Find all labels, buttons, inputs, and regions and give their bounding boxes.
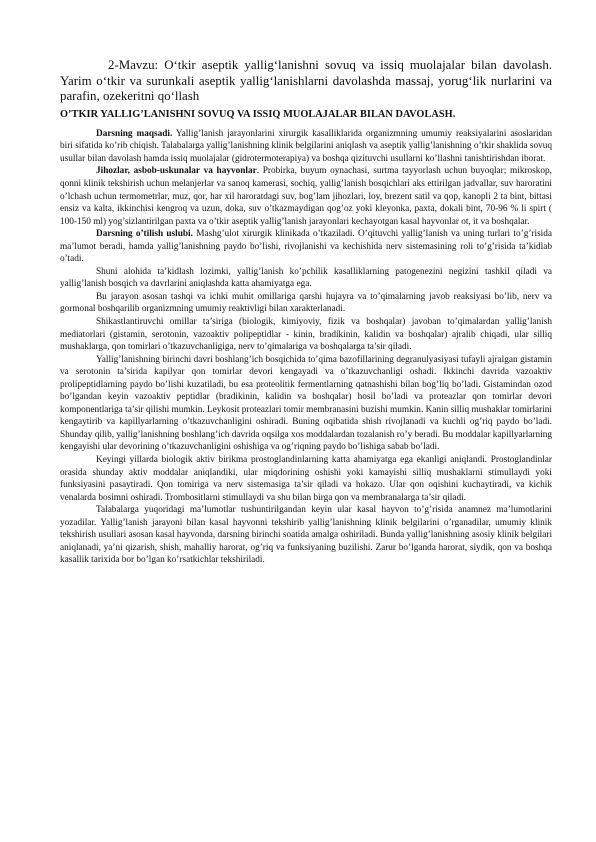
paragraph (60, 504, 552, 567)
paragraph (60, 454, 552, 504)
paragraph-method (60, 228, 552, 266)
paragraph-text: . Probirka, buyum oynachasi, surtma tayyorlash uchun buyoqlar; mikroskop, qonni klinik tekshirish uchun melanjerlar va sanoq kamerasi, sochiq, yallig’lanish bosqichlari aks ettirilgan jadvallar, suv haroratini o’lchash uchun termometrlar, muz, qor, har xil haroratdagi suv, bog’lam jihozlari, loy, brezent satil va qop, kanopli 2 ta bint, bittasi ensiz va kalta, ikkinchisi kengroq va uzun, doka, suv o’tkazmaydigan qog’oz yoki kleyonka, paxta, dokali bint, 70-96 % li spirt ( 100-150 ml) yog’sizlantirilgan paxta va o’tkir aseptik yallig’lanish jarayonlari kechayotgan kasal hayvonlar ot, it va boshqalar. (60, 166, 552, 227)
paragraph (60, 316, 552, 354)
topic-title: 2-Mavzu: O‘tkir aseptik yallig‘lanishni sovuq va issiq muolajalar bilan davolash. Yarim o‘tkir va surunkali aseptik yallig‘lanishlarni davolashda massaj, yorug‘lik nurlarini va parafin, ozekeritni qo‘llash (60, 58, 552, 104)
paragraph-lead: Jihozlar, asbob-uskunalar va hayvonlar (96, 166, 257, 177)
paragraph-text: Talabalarga yuqoridagi ma’lumotlar tushuntirilgandan keyin ular kasal hayvon to’g’risida anamnez ma’lumotlarini yozadilar. Yallig’lanish jarayoni bilan kasal hayvonni tekshirib yallig’lanishning klinik belgilarini o’rganadilar, umumiy klinik tekshirish usullari asosan kasal hayvonda, darsning birinchi soatida amalga oshiriladi. Bunda yallig’lanishning asosiy klinik belgilari aniqlanadi, ya’ni qizarish, shish, mahalliy harorat, og’riq va funksiyaning buzilishi. Zarur bo’lganda harorat, siydik, qon va boshqa kasallik tarixida bor bo’lgan ko’rsatkichlar tekshiriladi. (60, 505, 553, 566)
paragraph-text: Yallig’lanishning birinchi davri boshlang’ich bosqichida to’qima bazofillarining degranulyasiyasi tufayli ajralgan gistamin va serotonin ta’sirida kapilyar qon tomirlar devori kengayadi va o’tkazuvchanligi oshadi. Ikkinchi davrida vazoaktiv prolipeptidlarning paydo bo’lishi kuzatiladi, bu esa proteolitik fermentlarning qatnashishi bilan bog’liq bo’ladi. Gistamindan ozod bo’lgandan keyin vazoaktiv peptidlar (bradikinin, kalidin va boshqalar) hosil bo’ladi va proteazlar qon tomirlar devori komponentlariga ta’sir qilishi mumkin. Leykosit proteazlari tomir membranasini buzishi mumkin. Kanin silliq mushaklar tomirlarini kengaytirib va kapillyarlarning o’tkazuvchanligini oshiradi. Buning oqibatida shish rivojlanadi va kuchli og’riq paydo bo’ladi. Shunday qilib, yallig’lanishning boshlang’ich davrida oqsilga xos moddalardan tozalanish ro’y beradi. Bu moddalar kapillyarlarning kengayishi ular devorining o’tkazuvchanligini oshishiga va og’riqning paydo bo’lishiga sabab bo’ladi. (60, 354, 552, 453)
section-heading: O’TKIR YALLIG’LANISHNI SOVUQ VA ISSIQ MUOLAJALAR BILAN DAVOLASH. (60, 108, 456, 120)
paragraph-text: Yallig’lanish jarayonlarini xirurgik kasalliklarida organizmning umumiy reaksiyalarini asoslaridan biri sifatida ko’rib chiqish. Talabalarga yallig’lanishning klinik belgilarini aniqlash va aseptik yallig’lanishning o’tkir shaklida sovuq usullar bilan davolash hamda issiq muolajalar (gidrotermoterapiya) va boshqa qizituvchi usullarni ko’llashni tanishtirishdan iborat. (60, 128, 552, 164)
paragraph (60, 291, 552, 316)
paragraph-text: Shuni alohida ta’kidlash lozimki, yallig’lanish ko’pchilik kasalliklarning patogenezini negizini tashkil qiladi va yallig’lanish bosqich va davrlarini aniqlashda katta ahamiyatga ega. (60, 266, 552, 290)
paragraph-text: Keyingi yillarda biologik aktiv birikma prostoglandinlarning katta ahamiyatga ega ekanligi aniqlandi. Prostoglandinlar orasida shunday aktiv moddalar aniqlandiki, ular miqdorining oshishi yoki kamayishi silliq mushaklarni stimullaydi yoki funksiyasini pasaytiradi. Qon tomiriga va nerv sistemasiga ta’sir qiladi va hokazo. Ular qon oqishini kuchaytiradi, va kichik venalarda bosimni oshiradi. Trombositlarni stimullaydi va shu bilan birga qon va membranalarga ta’sir qiladi. (60, 455, 552, 503)
paragraph-text: Shikastlantiruvchi omillar ta’siriga (biologik, kimiyoviy, fizik va boshqalar) javoban to’qimalardan yallig’lanish mediatorlari (gistamin, serotonin, vazoaktiv polipeptidlar - kinin, bradikinin, kalidin va boshqalar) ajralib chiqadi, ular silliq mushaklarga, qon tomirlari o’tkazuvchanligiga, nerv to’qimalariga va boshqalarga ta’sir qiladi. (60, 316, 552, 353)
paragraph-text: Mashg’ulot xirurgik klinikada o’tkaziladi. O’qituvchi yallig’lanish va uning turlari to’g’risida ma’lumot beradi, hamda yallig’lanishning paydo bo’lishi, rivojlanishi va kechishida nerv sistemasining roli to’g’risida ta’kidlab o’tadi. (60, 229, 552, 265)
paragraph (60, 354, 552, 454)
paragraph (60, 266, 552, 291)
paragraph-lead: Darsning o’tilish uslubi. (96, 229, 193, 240)
document-page (60, 58, 552, 567)
paragraph-text: Bu jarayon asosan tashqi va ichki muhit omillariga qarshi hujayra va to’qimalarning javob reaksiyasi bo’lib, nerv va gormonal boshqarilib organizmning umumiy reaktivligi bilan xarakterlanadi. (60, 291, 552, 315)
paragraph-goal (60, 128, 552, 166)
paragraph-equipment (60, 165, 552, 228)
paragraph-lead: Darsning maqsadi. (96, 128, 173, 139)
